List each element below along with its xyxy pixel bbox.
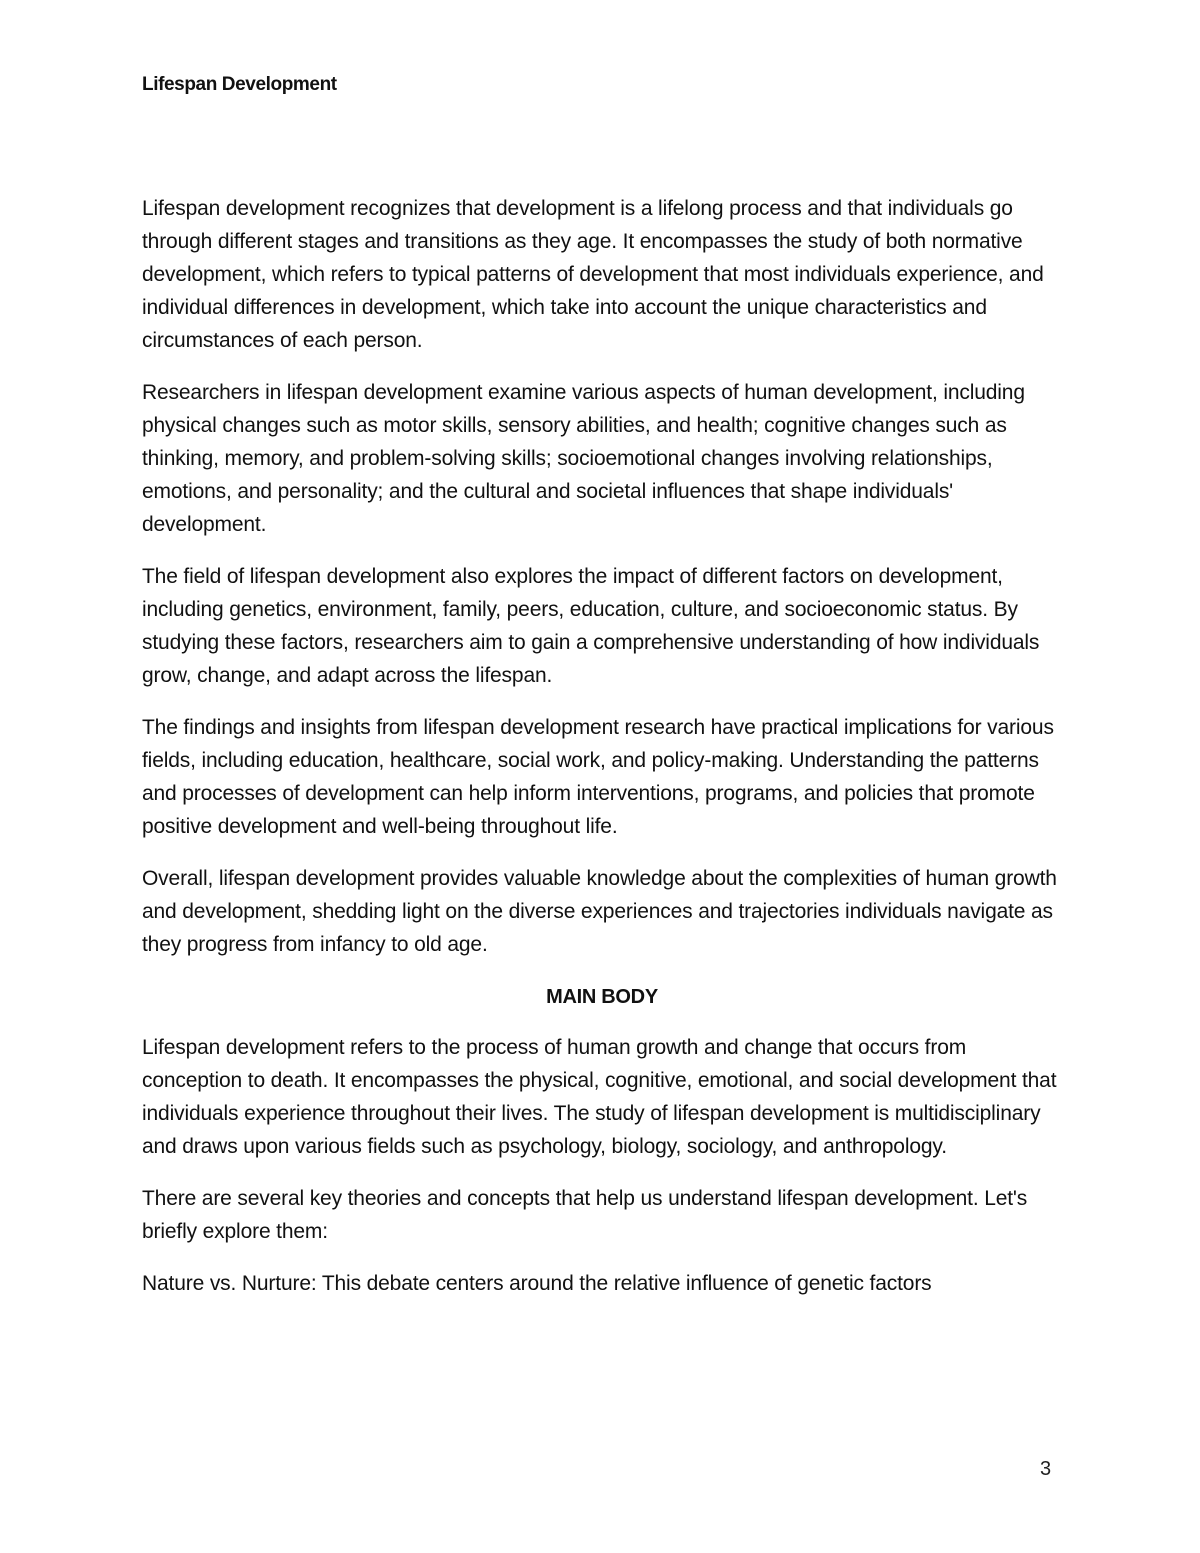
intro-paragraph-2: Researchers in lifespan development examine various aspects of human development, including physical changes such as motor skills, sensory abilities, and health; cognitive changes such as thinking, memory, and problem-solving skills; socioemotional changes involving relationships, emotions, and personality; and the cultural and societal influences that shape individuals' development. [142, 381, 1025, 536]
intro-paragraph-1: Lifespan development recognizes that development is a lifelong process and that individuals go through different stages and transitions as they age. It encompasses the study of both normative development, which refers to typical patterns of development that most individuals experience, and individual differences in development, which take into account the unique characteristics and circumstances of each person. [142, 197, 1044, 352]
main-body-paragraph-1: Lifespan development refers to the process of human growth and change that occurs from conception to death. It encompasses the physical, cognitive, emotional, and social development that individuals experience throughout their lives. The study of lifespan development is multidisciplinary and draws upon various fields such as psychology, biology, sociology, and anthropology. [142, 1036, 1057, 1158]
page-number: 3 [1040, 1458, 1052, 1480]
intro-paragraph-3: The field of lifespan development also explores the impact of different factors on development, including genetics, environment, family, peers, education, culture, and socioeconomic status. By studying these factors, researchers aim to gain a comprehensive understanding of how individuals grow, change, and adapt across the lifespan. [142, 565, 1040, 687]
document-body [142, 192, 1062, 1319]
intro-paragraph-4: The findings and insights from lifespan development research have practical implications for various fields, including education, healthcare, social work, and policy-making. Understanding the patterns and processes of development can help inform interventions, programs, and policies that promote positive development and well-being throughout life. [142, 716, 1054, 838]
main-body-paragraph-3: Nature vs. Nurture: This debate centers around the relative influence of genetic factors [142, 1272, 932, 1295]
main-body-paragraph-2: There are several key theories and concepts that help us understand lifespan development. Let's briefly explore them: [142, 1187, 1028, 1243]
section-heading: MAIN BODY [546, 986, 658, 1008]
running-header: Lifespan Development [142, 74, 337, 95]
intro-paragraph-5: Overall, lifespan development provides valuable knowledge about the complexities of human growth and development, shedding light on the diverse experiences and trajectories individuals navigate as they progress from infancy to old age. [142, 867, 1057, 956]
